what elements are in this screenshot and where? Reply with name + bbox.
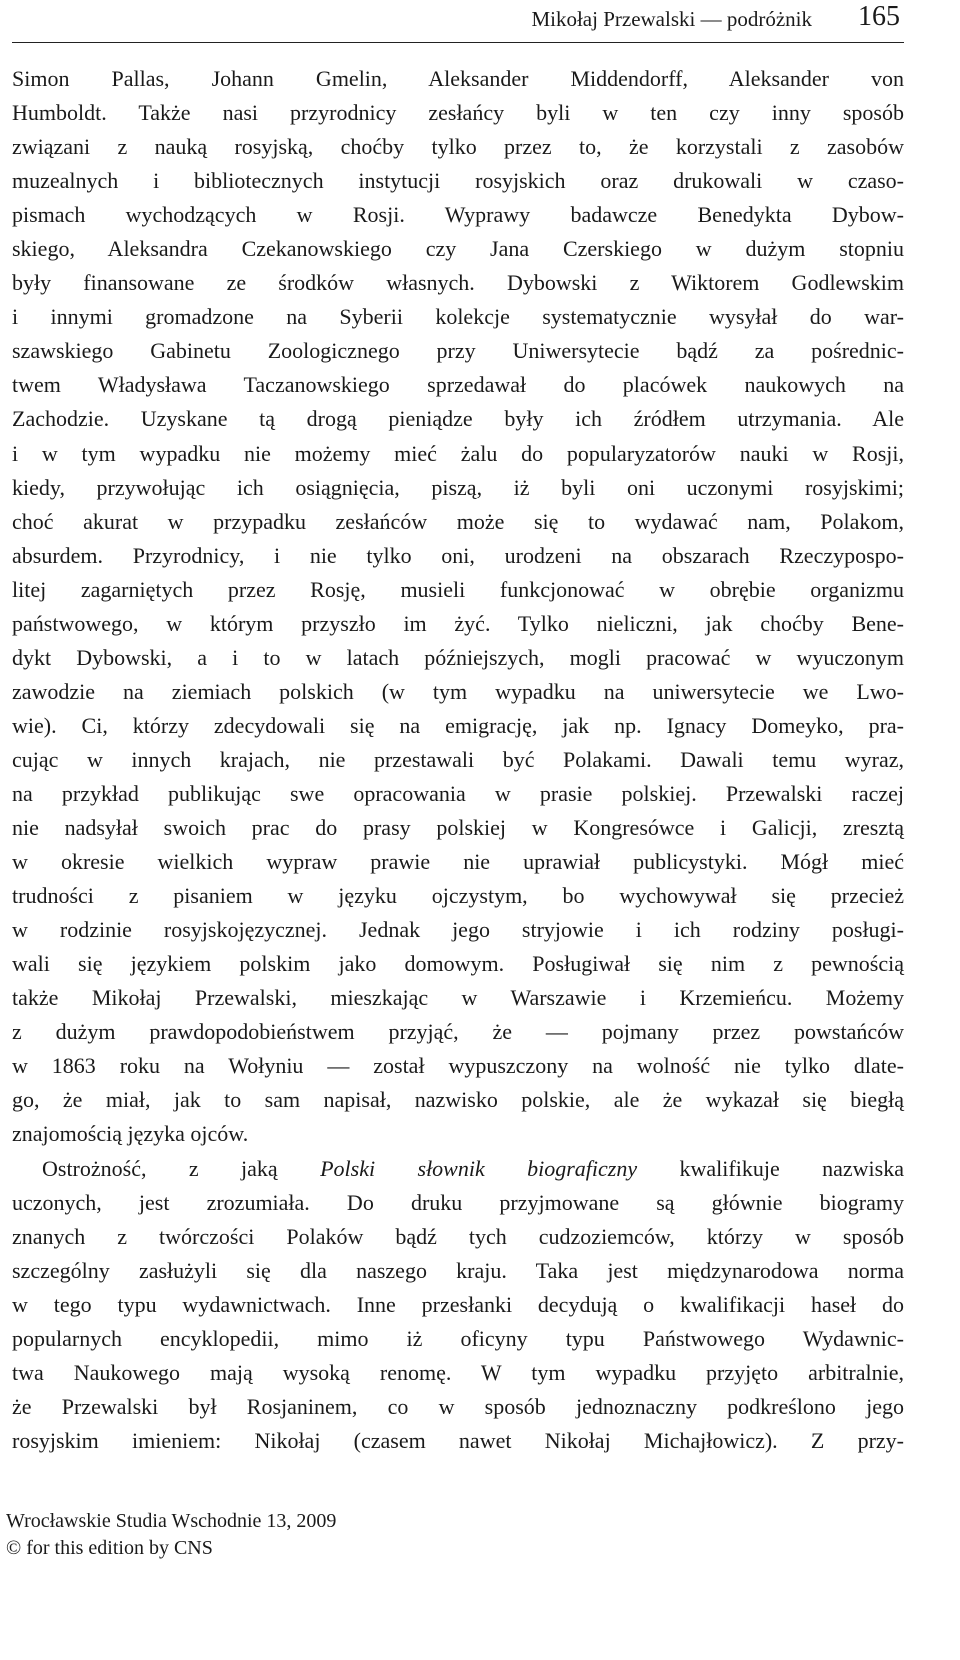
page-number: 165 xyxy=(858,1,900,32)
journal-citation: Wrocławskie Studia Wschodnie 13, 2009 xyxy=(6,1510,337,1532)
text-line: w okresie wielkich wypraw prawie nie uprawiał publicystyki. Mógł mieć xyxy=(12,849,904,875)
book-title: Polski słownik biograficzny xyxy=(320,1155,638,1181)
copyright-notice: © for this edition by CNS xyxy=(6,1537,213,1559)
text-line: pismach wychodzących w Rosji. Wyprawy badawcze Benedykta Dybow- xyxy=(12,202,904,228)
text-line: litej zagarniętych przez Rosję, musieli funkcjonować w obrębie organizmu xyxy=(12,576,904,602)
text-line: z dużym prawdopodobieństwem przyjąć, że — pojmany przez powstańców xyxy=(12,1019,904,1045)
footer xyxy=(6,1508,336,1562)
text-line: w rodzinie rosyjskojęzycznej. Jednak jego stryjowie i ich rodziny posługi- xyxy=(12,917,904,943)
text-line: Humboldt. Także nasi przyrodnicy zesłańcy byli w ten czy inny sposób xyxy=(12,100,904,126)
text-line: choć akurat w przypadku zesłańców może się to wydawać nam, Polakom, xyxy=(12,508,904,534)
text-line: kiedy, przywołując ich osiągnięcia, piszą, iż byli oni uczonymi rosyjskimi; xyxy=(12,474,904,500)
text-line: muzealnych i bibliotecznych instytucji rosyjskich oraz drukowali w czaso- xyxy=(12,168,904,194)
running-title: Mikołaj Przewalski — podróżnik xyxy=(531,7,812,31)
text-line: absurdem. Przyrodnicy, i nie tylko oni, urodzeni na obszarach Rzeczypospo- xyxy=(12,542,904,568)
text-line: twem Władysława Taczanowskiego sprzedawał do placówek naukowych na xyxy=(12,372,904,398)
paragraph-2 xyxy=(12,1152,904,1458)
text-line: Simon Pallas, Johann Gmelin, Aleksander Middendorff, Aleksander von xyxy=(12,66,904,91)
text-line: dykt Dybowski, a i to w latach późniejszych, mogli pracować w wyuczonym xyxy=(12,644,904,670)
paragraph-1 xyxy=(12,62,904,1152)
text-line: były finansowane ze środków własnych. Dybowski z Wiktorem Godlewskim xyxy=(12,270,904,296)
text-line: na przykład publikując swe opracowania w prasie polskiej. Przewalski raczej xyxy=(12,780,904,806)
text-line: że Przewalski był Rosjaninem, co w sposób jednoznaczny podkreślono jego xyxy=(12,1393,904,1419)
text-line: wie). Ci, którzy zdecydowali się na emigrację, jak np. Ignacy Domeyko, pra- xyxy=(12,712,904,738)
text-line: wali się językiem polskim jako domowym. Posługiwał się nim z pewnością xyxy=(12,951,904,977)
text-line: skiego, Aleksandra Czekanowskiego czy Jana Czerskiego w dużym stopniu xyxy=(12,236,904,262)
text-run: kwalifikuje nazwiska xyxy=(637,1155,904,1181)
text-line: cując w innych krajach, nie przestawali być Polakami. Dawali temu wyraz, xyxy=(12,746,904,772)
text-line: twa Naukowego mają wysoką renomę. W tym wypadku przyjęto arbitralnie, xyxy=(12,1359,904,1385)
text-line: znanych z twórczości Polaków bądź tych cudzoziemców, którzy w sposób xyxy=(12,1223,904,1249)
text-line xyxy=(12,1152,904,1186)
text-line: Zachodzie. Uzyskane tą drogą pieniądze były ich źródłem utrzymania. Ale xyxy=(12,406,904,432)
text-line: także Mikołaj Przewalski, mieszkając w Warszawie i Krzemieńcu. Możemy xyxy=(12,985,904,1011)
running-header xyxy=(12,0,904,43)
body-text xyxy=(12,62,904,1458)
text-line: i innymi gromadzone na Syberii kolekcje systematycznie wysyłał do war- xyxy=(12,304,904,330)
text-line: uczonych, jest zrozumiała. Do druku przyjmowane są głównie biogramy xyxy=(12,1189,904,1215)
text-line: popularnych encyklopedii, mimo iż oficyny typu Państwowego Wydawnic- xyxy=(12,1325,904,1351)
text-line: trudności z pisaniem w języku ojczystym, bo wychowywał się przecież xyxy=(12,883,904,909)
text-line: związani z nauką rosyjską, choćby tylko przez to, że korzystali z zasobów xyxy=(12,134,904,160)
text-line: państwowego, w którym przyszło im żyć. Tylko nieliczni, jak choćby Bene- xyxy=(12,610,904,636)
text-line: w tego typu wydawnictwach. Inne przesłanki decydują o kwalifikacji haseł do xyxy=(12,1291,904,1317)
text-line: szczególny zasłużyli się dla naszego kraju. Taka jest międzynarodowa norma xyxy=(12,1257,904,1283)
text-run: Ostrożność, z jaką xyxy=(42,1155,321,1181)
text-line: go, że miał, jak to sam napisał, nazwisko polskie, ale że wykazał się biegłą xyxy=(12,1087,904,1113)
text-line: zawodzie na ziemiach polskich (w tym wypadku na uniwersytecie we Lwo- xyxy=(12,678,904,704)
text-line: znajomością języka ojców. xyxy=(12,1121,249,1147)
text-line: w 1863 roku na Wołyniu — został wypuszczony na wolność nie tylko dlate- xyxy=(12,1053,904,1079)
text-line: i w tym wypadku nie możemy mieć żalu do popularyzatorów nauki w Rosji, xyxy=(12,440,904,466)
text-line: rosyjskim imieniem: Nikołaj (czasem nawet Nikołaj Michajłowicz). Z przy- xyxy=(12,1427,904,1453)
text-line: nie nadsyłał swoich prac do prasy polskiej w Kongresówce i Galicji, zresztą xyxy=(12,815,904,841)
document-page xyxy=(6,0,904,1660)
text-line: szawskiego Gabinetu Zoologicznego przy Uniwersytecie bądź za pośrednic- xyxy=(12,338,904,364)
